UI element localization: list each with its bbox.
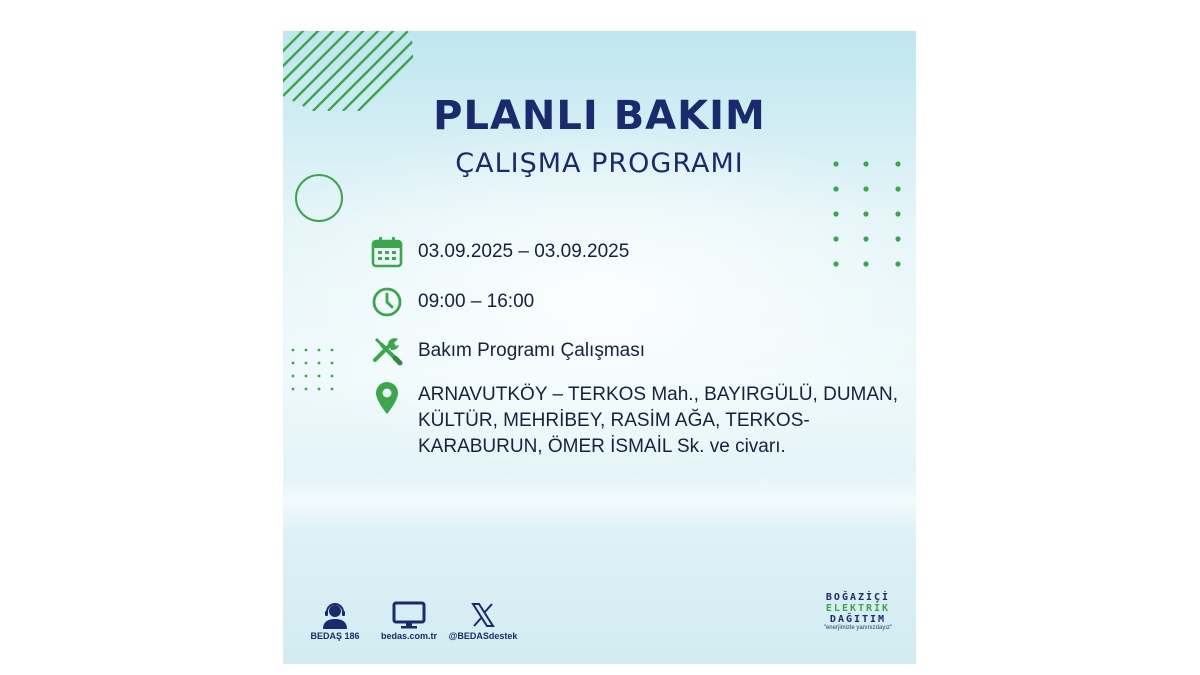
footer-social[interactable] [446, 601, 520, 641]
brand-line-3: DAĞITIM [829, 614, 887, 625]
time-range-text: 09:00 – 16:00 [418, 291, 535, 312]
map-pin-icon [371, 380, 403, 416]
call-center-label: BEDAŞ 186 [310, 631, 360, 641]
monitor-icon [392, 601, 426, 629]
work-type-text: Bakım Programı Çalışması [418, 340, 645, 361]
page-title: PLANLI BAKIM [433, 93, 766, 139]
brand-line-2: ELEKTRİK [825, 603, 891, 614]
brand-tagline: "enerjimizle yanınızdayız" [823, 625, 893, 631]
website-label[interactable]: bedas.com.tr [380, 631, 438, 641]
location-text [418, 382, 898, 460]
headset-agent-icon [320, 601, 350, 629]
x-logo-icon [469, 601, 497, 629]
location-line-1: ARNAVUTKÖY – TERKOS Mah., BAYIRGÜLÜ, DUMAN, [418, 384, 899, 405]
footer-call-center [305, 601, 365, 641]
brand-line-1: BOĞAZİÇİ [825, 592, 891, 603]
location-line-3: KARABURUN, ÖMER İSMAİL Sk. ve civarı. [418, 436, 786, 457]
circle-outline-decoration [293, 172, 345, 224]
background-haze [283, 471, 916, 531]
brand-logo [813, 592, 903, 631]
date-range-text: 03.09.2025 – 03.09.2025 [418, 241, 630, 262]
calendar-icon [371, 236, 403, 268]
tools-icon [371, 334, 403, 366]
social-handle-label[interactable]: @BEDASdestek [448, 631, 518, 641]
dot-grid-decoration-left [290, 347, 338, 397]
page-subtitle: ÇALIŞMA PROGRAMI [455, 148, 744, 179]
location-line-2: KÜLTÜR, MEHRİBEY, RASİM AĞA, TERKOS- [418, 410, 810, 431]
footer-website[interactable] [375, 601, 443, 641]
clock-icon [371, 286, 403, 318]
maintenance-poster [283, 31, 916, 664]
